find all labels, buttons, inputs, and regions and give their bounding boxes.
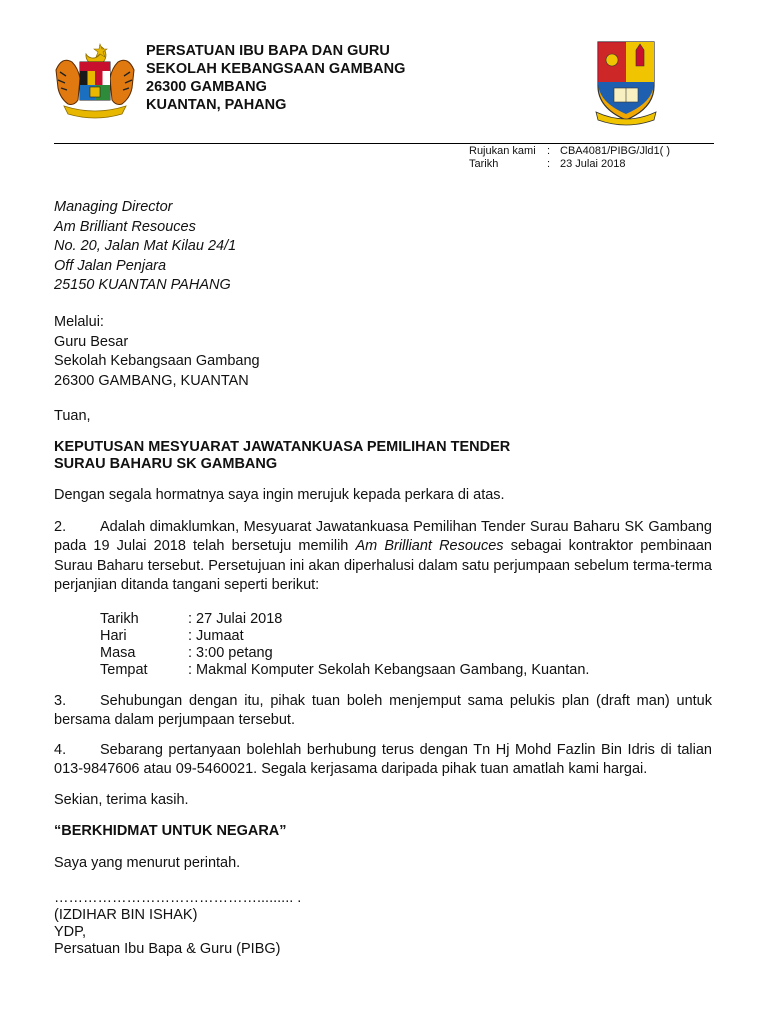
signature-dots: ……………………………………......... .: [54, 890, 302, 906]
obedient-line: Saya yang menurut perintah.: [54, 855, 241, 871]
contractor-name: Am Brilliant Resouces: [355, 538, 504, 555]
meeting-details: [100, 611, 589, 679]
signatory-name: (IZDIHAR BIN ISHAK): [54, 907, 198, 923]
detail-label: Tarikh: [100, 611, 139, 627]
organisation-header: [146, 42, 405, 114]
detail-label: Hari: [100, 628, 127, 644]
paragraph-text: sebagai kontraktor pembinaan Surau Baharu tersebut. Persetujuan ini akan diperhalusi dalam satu perjumpaan sebelum terma-terma perjanjian ditanda tangani seperti berikut:: [54, 538, 712, 593]
paragraph-3: [54, 692, 712, 731]
address-line: 25150 KUANTAN PAHANG: [54, 277, 231, 293]
motto: “BERKHIDMAT UNTUK NEGARA”: [54, 823, 287, 839]
detail-value: : Makmal Komputer Sekolah Kebangsaan Gambang, Kuantan.: [188, 662, 590, 678]
detail-row: [100, 628, 589, 645]
paragraph-text: Sehubungan dengan itu, pihak tuan boleh menjemput sama pelukis plan (draft man) untuk bersama dalam perjumpaan tersebut.: [54, 693, 712, 729]
paragraph-text: Sebarang pertanyaan bolehlah berhubung terus dengan Tn Hj Mohd Fazlin Bin Idris di talian 013-9847606 atau 09-5460021. Segala kerjasama daripada pihak tuan amatlah kami hargai.: [54, 742, 712, 778]
detail-label: Tempat: [100, 662, 148, 678]
via-line: Guru Besar: [54, 333, 129, 350]
address-line: No. 20, Jalan Mat Kilau 24/1: [54, 238, 237, 254]
letter-subject: [54, 439, 510, 473]
org-line: PERSATUAN IBU BAPA DAN GURU: [146, 43, 390, 59]
date-row: [469, 158, 670, 171]
reference-row: [469, 145, 670, 158]
via-line: Melalui:: [54, 314, 104, 330]
signature-block: [54, 890, 301, 958]
closing-line: Sekian, terima kasih.: [54, 792, 189, 808]
detail-value: : 3:00 petang: [188, 645, 273, 661]
header-divider: [54, 143, 714, 144]
reference-colon: :: [547, 145, 551, 157]
org-line: SEKOLAH KEBANGSAAN GAMBANG: [146, 61, 406, 77]
school-crest-logo: [592, 38, 660, 126]
address-line: Off Jalan Penjara: [54, 257, 167, 274]
via-line: 26300 GAMBANG, KUANTAN: [54, 372, 249, 389]
org-line: KUANTAN, PAHANG: [146, 97, 287, 113]
detail-row: [100, 645, 589, 662]
address-line: Managing Director: [54, 199, 173, 215]
via-line: Sekolah Kebangsaan Gambang: [54, 353, 260, 369]
signatory-title: YDP,: [54, 924, 86, 940]
detail-value: : 27 Julai 2018: [188, 611, 283, 627]
paragraph-2: [54, 518, 712, 595]
date-colon: :: [547, 158, 551, 170]
org-line: 26300 GAMBANG: [146, 79, 267, 95]
recipient-address: [54, 198, 236, 296]
paragraph-text: Adalah dimaklumkan, Mesyuarat Jawatankuasa Pemilihan Tender Surau Baharu SK Gambang pada 19 Julai 2018 telah bersetuju memilih: [54, 519, 712, 555]
detail-label: Masa: [100, 645, 136, 661]
paragraph-number: 3.: [54, 693, 67, 709]
detail-row: [100, 662, 589, 679]
intro-paragraph: Dengan segala hormatnya saya ingin merujuk kepada perkara di atas.: [54, 487, 505, 503]
reference-label: Rujukan kami: [469, 145, 536, 157]
signatory-org: Persatuan Ibu Bapa & Guru (PIBG): [54, 941, 281, 957]
detail-row: [100, 611, 589, 628]
salutation: Tuan,: [54, 408, 91, 424]
subject-line: SURAU BAHARU SK GAMBANG: [54, 456, 278, 472]
via-address: [54, 313, 260, 391]
reference-block: [469, 145, 670, 171]
date-value: 23 Julai 2018: [560, 158, 626, 170]
paragraph-number: 2.: [54, 519, 67, 535]
coat-of-arms-logo: [52, 40, 138, 122]
detail-value: : Jumaat: [188, 628, 244, 644]
address-line: Am Brilliant Resouces: [54, 218, 196, 235]
paragraph-number: 4.: [54, 742, 67, 758]
subject-line: KEPUTUSAN MESYUARAT JAWATANKUASA PEMILIHAN TENDER: [54, 439, 511, 455]
reference-value: CBA4081/PIBG/Jld1( ): [560, 145, 671, 157]
date-label: Tarikh: [469, 158, 499, 170]
paragraph-4: [54, 741, 712, 780]
